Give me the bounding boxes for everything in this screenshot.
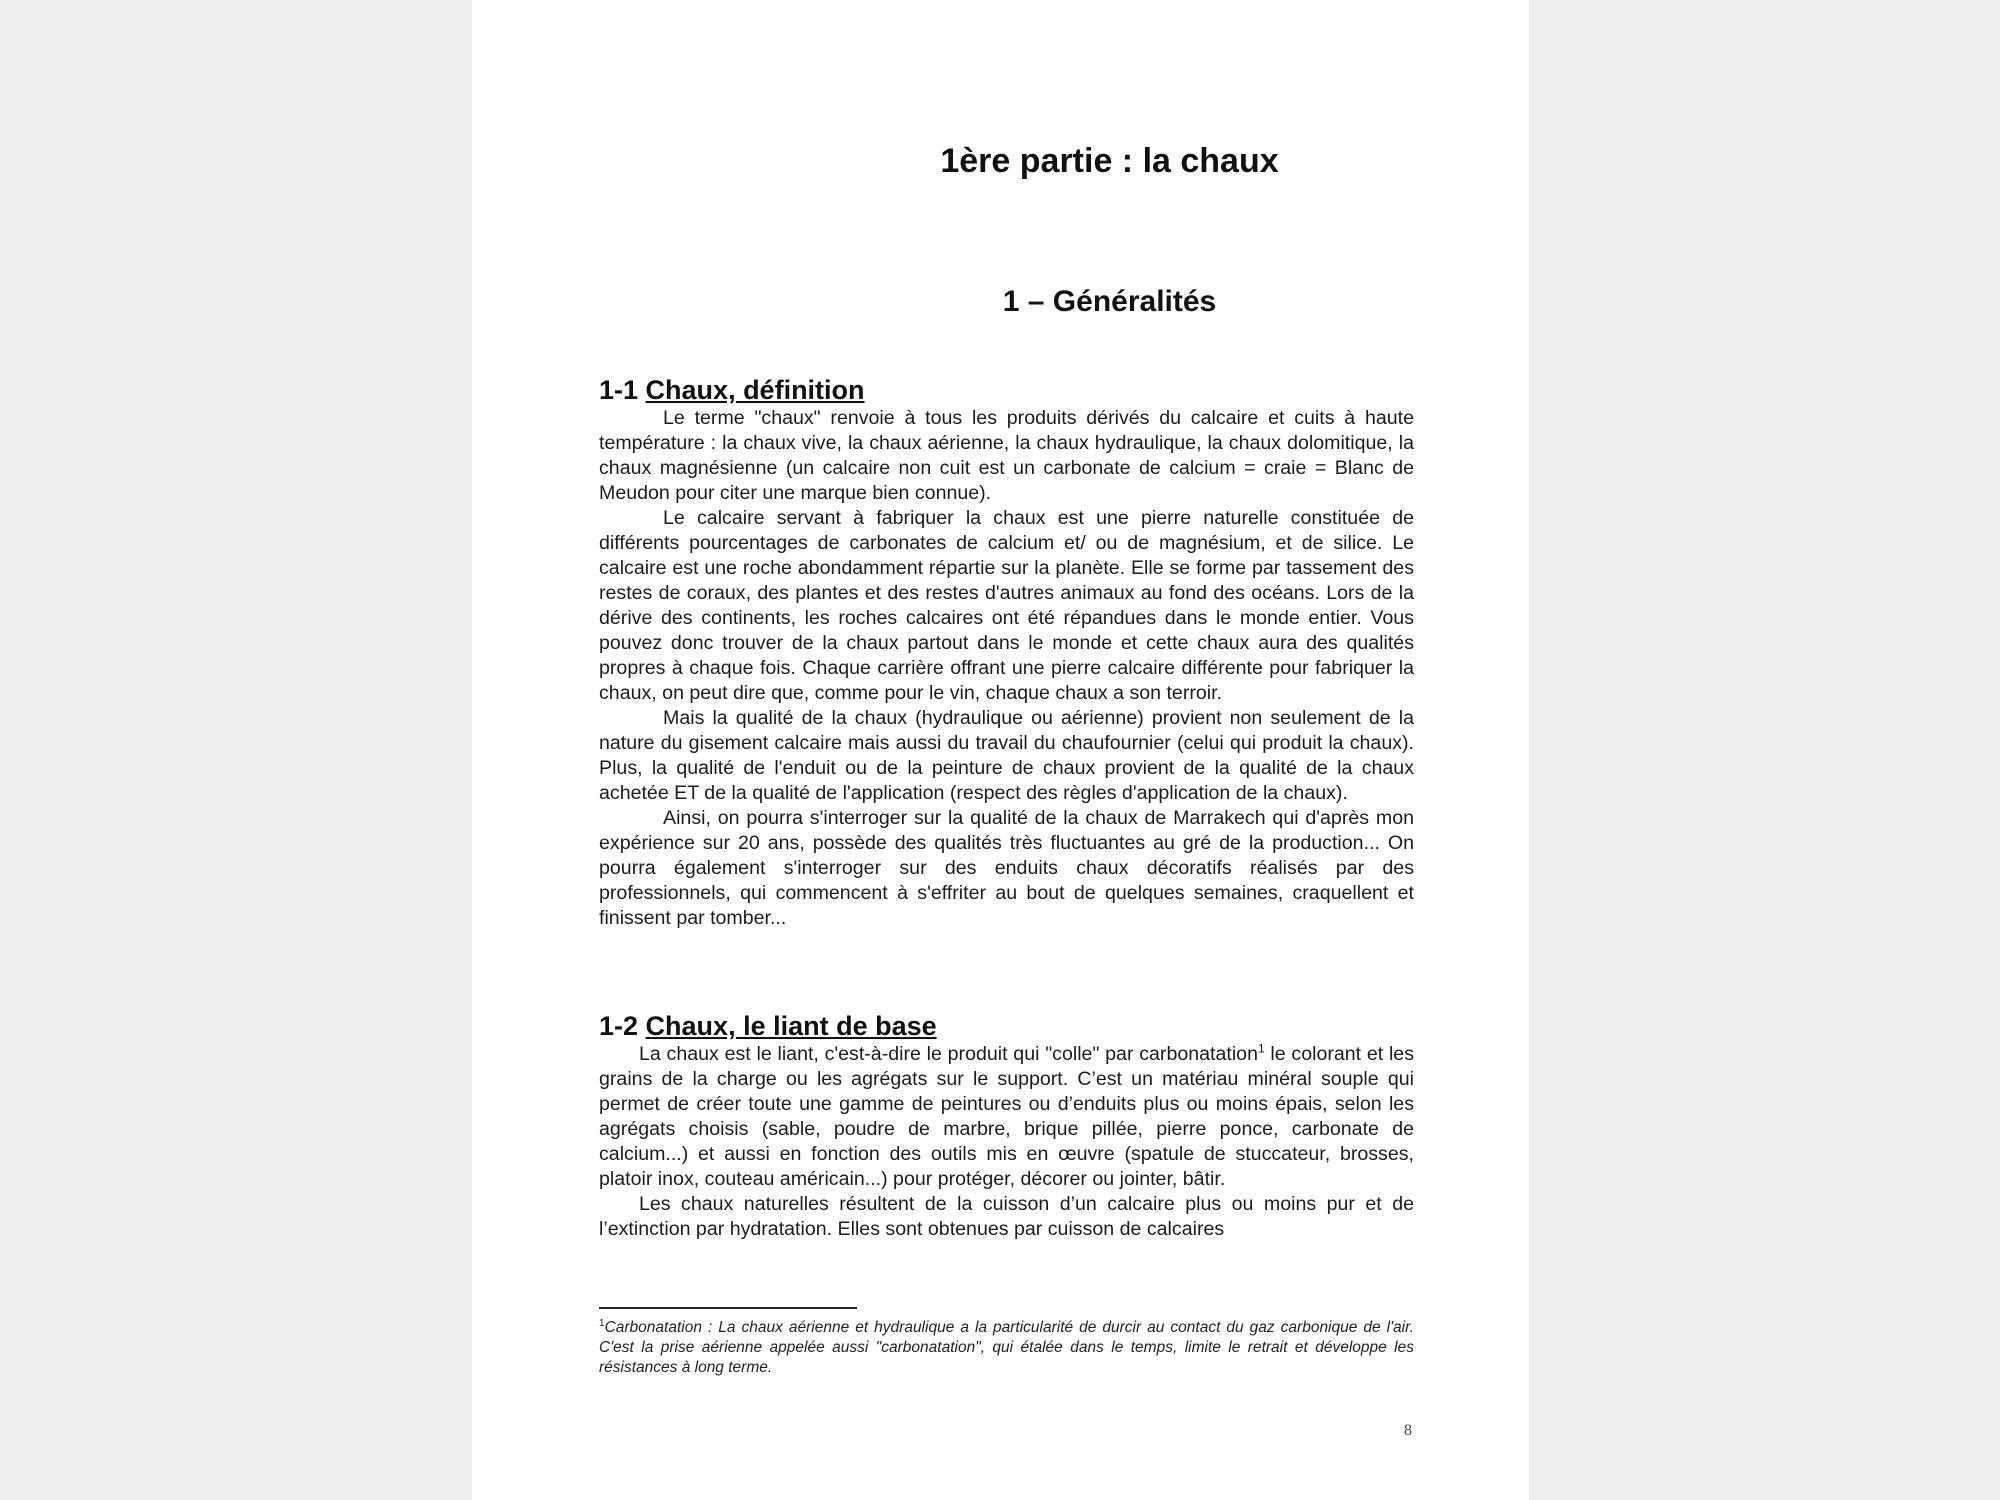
subsection-title: Chaux, définition xyxy=(645,375,865,405)
footnote-marker: 1 xyxy=(599,1317,605,1329)
section-title: 1 – Généralités xyxy=(1002,285,1217,318)
footnote xyxy=(599,1318,1414,1378)
paragraph xyxy=(599,1042,1414,1192)
footnote-separator xyxy=(599,1307,857,1309)
paragraph: Mais la qualité de la chaux (hydraulique ou aérienne) provient non seulement de la nature du gisement calcaire mais aussi du travail du chaufournier (celui qui produit la chaux). Plus, la qualité de l'enduit ou de la peinture de chaux provient de la qualité de la chaux achetée ET de la qualité de l'application (respect des règles d'application de la chaux). xyxy=(599,707,1414,804)
paragraph: Ainsi, on pourra s'interroger sur la qualité de la chaux de Marrakech qui d'après mon expérience sur 20 ans, possède des qualités très fluctuantes au gré de la production... On pourra également s'interroger sur des enduits chaux décoratifs réalisés par des professionnels, qui commencent à s'effriter au bout de quelques semaines, craquellent et finissent par tomber... xyxy=(599,807,1414,929)
subsection-1-1 xyxy=(599,374,1414,931)
page-number: 8 xyxy=(1404,1422,1412,1439)
footnote-text: Carbonatation : La chaux aérienne et hydraulique a la particularité de durcir au contact du gaz carbonique de l'air. C'est la prise aérienne appelée aussi "carbonatation", qui étalée dans le temps, limite le retrait et développe les résistances à long terme. xyxy=(599,1319,1414,1376)
subsection-heading xyxy=(599,1010,1414,1042)
paragraph: Le calcaire servant à fabriquer la chaux est une pierre naturelle constituée de différents pourcentages de carbonates de calcium et/ ou de magnésium, et de silice. Le calcaire est une roche abondamment répartie sur la planète. Elle se forme par tassement des restes de coraux, des plantes et des restes d'autres animaux au fond des océans. Lors de la dérive des continents, les roches calcaires ont été répandues dans le monde entier. Vous pouvez donc trouver de la chaux partout dans le monde et cette chaux aura des qualités propres à chaque fois. Chaque carrière offrant une pierre calcaire différente pour fabriquer la chaux, on peut dire que, comme pour le vin, chaque chaux a son terroir. xyxy=(599,507,1414,704)
subsection-title: Chaux, le liant de base xyxy=(645,1011,937,1041)
footnote-reference[interactable]: 1 xyxy=(1257,1041,1265,1056)
subsection-1-2 xyxy=(599,1010,1414,1242)
paragraph-text: La chaux est le liant, c'est-à-dire le produit qui "colle" par carbonatation xyxy=(639,1043,1258,1065)
document-page xyxy=(472,0,1529,1500)
part-title: 1ère partie : la chaux xyxy=(940,142,1279,180)
subsection-number: 1-1 xyxy=(599,375,639,405)
subsection-number: 1-2 xyxy=(599,1011,639,1041)
paragraph: Le terme "chaux" renvoie à tous les produits dérivés du calcaire et cuits à haute température : la chaux vive, la chaux aérienne, la chaux hydraulique, la chaux dolomitique, la chaux magnésienne (un calcaire non cuit est un carbonate de calcium = craie = Blanc de Meudon pour citer une marque bien connue). xyxy=(599,407,1414,504)
paragraph: Les chaux naturelles résultent de la cuisson d’un calcaire plus ou moins pur et de l’extinction par hydratation. Elles sont obtenues par cuisson de calcaires xyxy=(599,1193,1414,1240)
subsection-heading xyxy=(599,374,1414,406)
paragraph-text: le colorant et les grains de la charge ou les agrégats sur le support. C’est un matériau minéral souple qui permet de créer toute une gamme de peintures ou d’enduits plus ou moins épais, selon les agrégats choisis (sable, poudre de marbre, brique pillée, pierre ponce, carbonate de calcium...) et aussi en fonction des outils mis en œuvre (spatule de stuccateur, brosses, platoir inox, couteau américain...) pour protéger, décorer ou jointer, bâtir. xyxy=(599,1043,1414,1190)
